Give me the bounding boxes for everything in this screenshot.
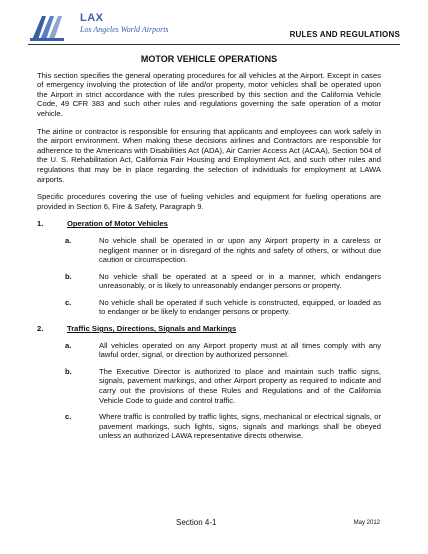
list-item [37, 272, 381, 291]
intro-paragraph: This section specifies the general operating procedures for all vehicles at the Airport. Except in cases of emergency involving the protection of life and/or property, motor vehicles shall be operated upon the Airport in strict accordance with the rules prescribed by this section and the California Vehicle Code, 49 CFR 383 and such other rules and regulations governing the safe operation of a motor vehicle. [37, 70, 381, 118]
item-text: The Executive Director is authorized to place and maintain such traffic signs, signals, pavement markings, and other Airport property as required to indicate and carry out the provisions of these Rules and Regulations and of the California Vehicle Code to guide and control traffic. [99, 366, 381, 405]
item-text: All vehicles operated on any Airport property must at all times comply with any lawful order, signal, or direction by authorized personnel. [99, 340, 381, 360]
item-text: No vehicle shall be operated if such vehicle is constructed, equipped, or loaded as to endanger or be likely to endanger persons or property. [99, 297, 381, 317]
list-item [37, 298, 381, 317]
list-item [37, 236, 381, 265]
item-text: Where traffic is controlled by traffic lights, signs, mechanical or electrical signals, or pavement markings, such lights, signs, signals and markings shall be obeyed unless an authorized LAWA representative directs otherwise. [99, 412, 381, 441]
item-text: No vehicle shall be operated at a speed or in a manner, which endangers unreasonably, or is likely to unreasonably endanger persons or property. [99, 271, 381, 291]
section-title: Operation of Motor Vehicles [67, 219, 168, 229]
section-heading [37, 219, 381, 229]
intro-paragraph: Specific procedures covering the use of fueling vehicles and equipment for fueling operations are provided in Section 6, Fire & Safety, Paragraph 9. [37, 192, 381, 211]
section-title: Traffic Signs, Directions, Signals and Markings [67, 324, 237, 334]
page-footer [0, 518, 428, 530]
item-letter: b. [65, 366, 72, 376]
section-label: RULES AND REGULATIONS [289, 30, 400, 39]
item-letter: a. [65, 340, 72, 350]
list-item [37, 412, 381, 441]
logo-abbr: LAX [80, 12, 104, 24]
page-header [28, 10, 400, 46]
intro-paragraph: The airline or contractor is responsible for ensuring that applicants and employees can work safely in the airport environment. When making these decisions airlines and Contractors are responsible for adherence to the Americans with Disabilities Act (ADA), Air Carrier Access Act (ACAA), Section 504 of the U. S. Rehabilitation Act, California Fair Housing and Employment Act, and such other rules and regulations that may be in place regarding the selection of individuals for employment at LAWA airports. [37, 126, 381, 184]
item-letter: c. [65, 297, 72, 307]
section-number: 2. [37, 324, 44, 334]
section-heading [37, 324, 381, 334]
list-item [37, 341, 381, 360]
section-number: 1. [37, 219, 44, 229]
revision-date: May 2012 [353, 520, 380, 526]
page-number: Section 4-1 [176, 518, 217, 527]
page-title: MOTOR VEHICLE OPERATIONS [140, 54, 278, 64]
logo-name: Los Angeles World Airports [80, 25, 169, 34]
lawa-logo [28, 10, 228, 46]
item-text: No vehicle shall be operated in or upon any Airport property in a careless or negligent manner or in disregard of the rights and safety of others, or without due caution or circumspection. [99, 235, 381, 265]
list-item [37, 367, 381, 405]
header-divider [28, 44, 400, 45]
document-body [37, 55, 381, 448]
item-letter: b. [65, 271, 72, 281]
item-letter: c. [65, 412, 72, 422]
lawa-logo-icon [28, 12, 68, 42]
item-letter: a. [65, 235, 72, 245]
